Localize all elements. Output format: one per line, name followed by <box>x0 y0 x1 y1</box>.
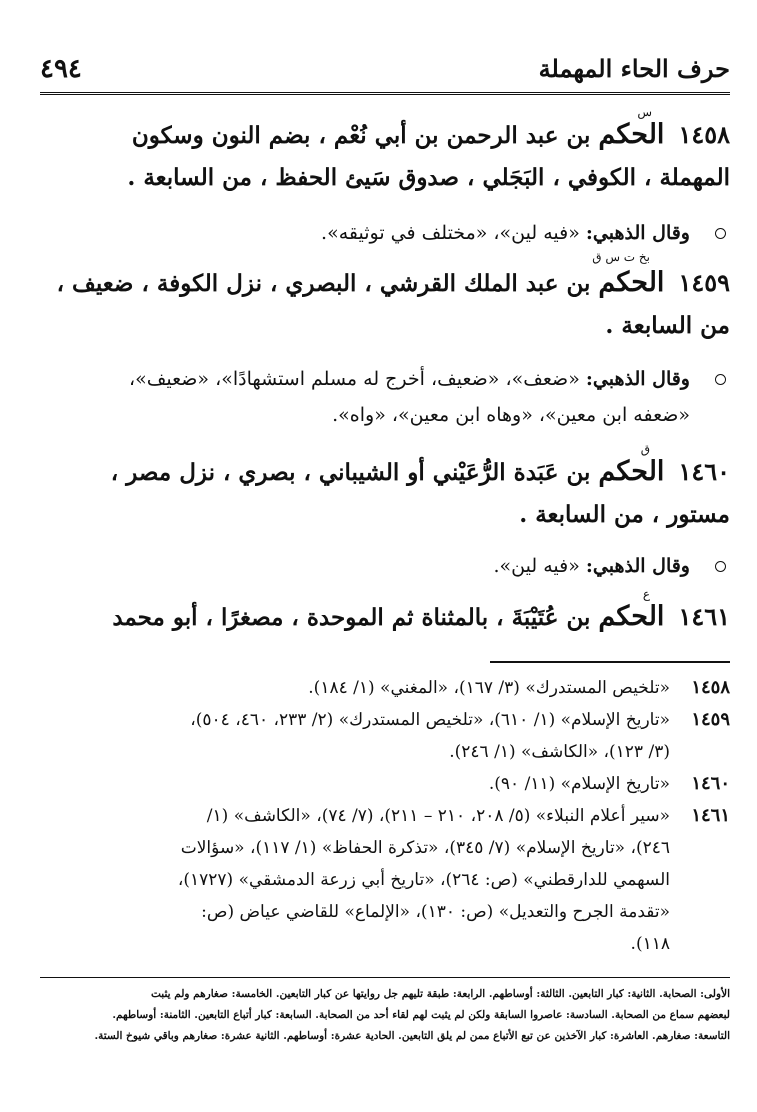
book-page <box>40 0 730 1112</box>
entry-line <box>40 451 730 494</box>
entry-name: الحكم <box>598 267 665 298</box>
dhahabi-note <box>40 548 730 584</box>
entry-line <box>40 494 730 536</box>
footnote-text: ٢٤٦)، «تاريخ الإسلام» (٧/ ٣٤٥)، «تذكرة الحفاظ» (١/ ١١٧)، «سؤالات <box>180 838 670 858</box>
footnote-text: (٣/ ١٢٣)، «الكاشف» (١/ ٢٤٦). <box>449 742 670 762</box>
entry-gloss: ق <box>640 442 650 456</box>
entry-line <box>40 114 730 157</box>
legend-divider <box>40 977 730 978</box>
entry-name: الحكم <box>598 119 665 150</box>
footnote-1461 <box>40 800 730 960</box>
entry-1461 <box>40 587 730 639</box>
entry-name: الحكم <box>598 456 665 487</box>
entry-gloss: س <box>637 105 652 119</box>
page-number: ٤٩٤ <box>40 54 82 84</box>
entry-line <box>40 262 730 305</box>
dhahabi-note <box>40 215 730 251</box>
page-header <box>40 52 730 95</box>
legend-line: الأولى: الصحابة. الثانية: كبار التابعين. الثالثة: أوساطهم. الرابعة: طبقة تليهم جل روايتها عن كبار التابعين. الخامسة: صغارهم ولم يثبت <box>151 988 730 1000</box>
entry-1459 <box>40 250 730 347</box>
footnote-text: «تلخيص المستدرك» (٣/ ١٦٧)، «المغني» (١/ ١٨٤). <box>308 678 670 698</box>
footnote-number: ١٤٥٨ <box>691 677 730 698</box>
footnote-text: ١١٨). <box>630 934 670 954</box>
entry-line <box>40 305 730 347</box>
footnote-text: «تاريخ الإسلام» (١١/ ٩٠). <box>488 774 670 794</box>
footnote-number: ١٤٦٠ <box>691 773 730 794</box>
entry-gloss: ع <box>642 587 650 601</box>
footnote-text: «سير أعلام النبلاء» (٥/ ٢٠٨، ٢١٠ – ٢١١)، (٧/ ٧٤)، «الكاشف» (١/ <box>206 806 670 826</box>
footnote-number: ١٤٥٩ <box>691 709 730 730</box>
note-text: «فيه لين»، «مختلف في توثيقه». <box>321 222 580 244</box>
entry-text: المهملة ، الكوفي ، البَجَلي ، صدوق سَيئ الحفظ ، من السابعة . <box>127 164 730 191</box>
footnote-text: «تاريخ الإسلام» (١/ ٦١٠)، «تلخيص المستدرك» (٢/ ٢٣٣، ٤٦٠، ٥٠٤)، <box>190 710 670 730</box>
note-text: «ضعف»، «ضعيف، أخرج له مسلم استشهادًا»، «ضعيف»، <box>128 368 580 390</box>
footnote-number: ١٤٦١ <box>691 805 730 826</box>
entry-text: بن عبد الرحمن بن أبي نُعْم ، بضم النون وسكون <box>131 122 591 149</box>
footnote-text: «تقدمة الجرح والتعديل» (ص: ١٣٠)، «الإلماع» للقاضي عياض (ص: <box>201 902 670 922</box>
entry-number: ١٤٥٩ <box>678 268 730 297</box>
entry-number: ١٤٦١ <box>678 602 730 631</box>
entry-text: مستور ، من السابعة . <box>519 501 730 528</box>
note-line <box>40 361 690 397</box>
entry-text: من السابعة . <box>605 312 730 339</box>
entry-name: الحكم <box>598 601 665 632</box>
entry-1460 <box>40 442 730 536</box>
legend-line: التاسعة: صغارهم. العاشرة: كبار الآخذين عن تبع الأتباع ممن لم يلق التابعين. الحادية عشرة: أوساطهم. الثانية عشرة: صغارهم وباقي شيوخ الستة. <box>94 1030 730 1042</box>
entry-number: ١٤٦٠ <box>678 457 730 486</box>
note-text: «ضعفه ابن معين»، «وهاه ابن معين»، «واه». <box>332 404 690 426</box>
entry-text: بن عبد الملك القرشي ، البصري ، نزل الكوفة ، ضعيف ، <box>56 270 591 297</box>
note-label: وقال الذهبي: <box>585 555 690 577</box>
entry-gloss: بخ ت س ق <box>592 250 650 264</box>
generations-legend <box>40 984 730 1047</box>
footnote-text: السهمي للدارقطني» (ص: ٢٦٤)، «تاريخ أبي زرعة الدمشقي» (١٧٢٧)، <box>177 870 670 890</box>
dhahabi-note <box>40 361 730 433</box>
chapter-title: حرف الحاء المهملة <box>538 54 730 83</box>
note-text: «فيه لين». <box>493 555 580 577</box>
note-label: وقال الذهبي: <box>585 222 690 244</box>
note-line <box>40 397 690 433</box>
note-label: وقال الذهبي: <box>585 368 690 390</box>
entry-number: ١٤٥٨ <box>678 120 730 149</box>
footnote-1459 <box>40 704 730 768</box>
bullet-circle-icon <box>715 228 726 239</box>
entry-1458 <box>40 105 730 199</box>
entry-text: بن عُتَيْبَةَ ، بالمثناة ثم الموحدة ، مصغرًا ، أبو محمد <box>112 604 591 631</box>
footnote-divider <box>490 661 730 663</box>
entry-line <box>40 157 730 199</box>
footnote-1460 <box>40 768 730 800</box>
entry-line <box>40 596 730 639</box>
legend-line: لبعضهم سماع من الصحابة. السادسة: عاصروا السابقة ولكن لم يثبت لهم لقاء أحد من الصحابة. السابعة: كبار أتباع التابعين. الثامنة: أوساطهم. <box>112 1009 730 1021</box>
entry-text: بن عَبَدة الرُّعَيْني أو الشيباني ، بصري ، نزل مصر ، <box>110 459 591 486</box>
bullet-circle-icon <box>715 561 726 572</box>
bullet-circle-icon <box>715 374 726 385</box>
footnote-1458 <box>40 672 730 704</box>
